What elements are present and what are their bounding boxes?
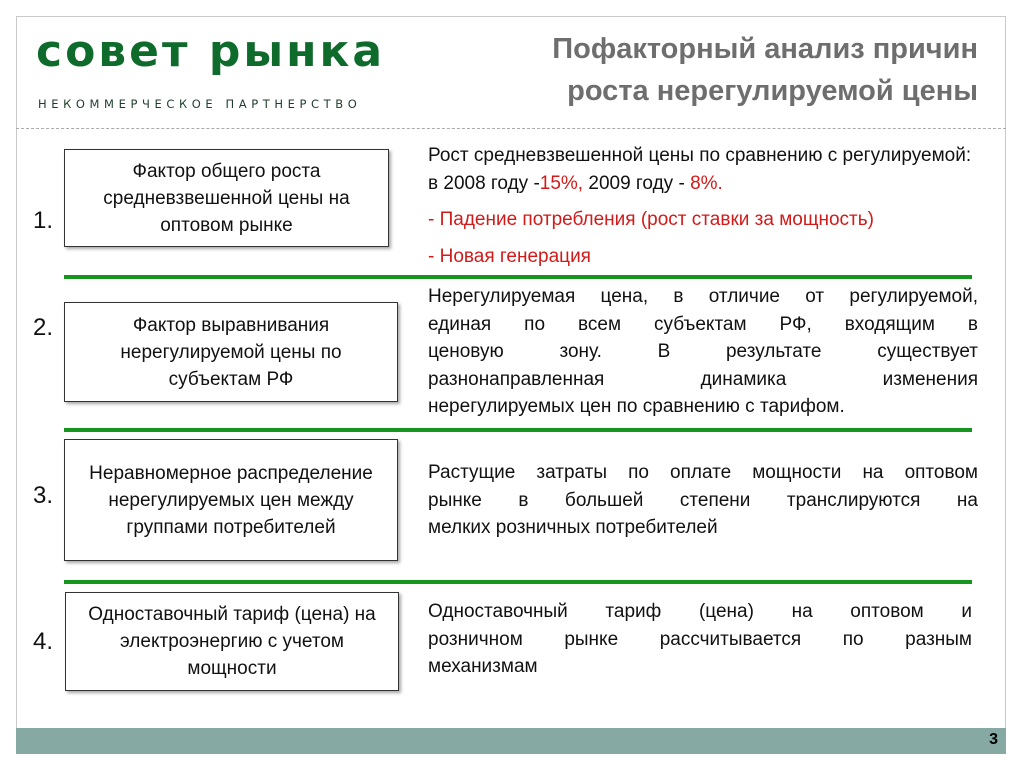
factor-box-4 (65, 592, 399, 691)
desc-2-line: ценовую зону. В результате существует (428, 341, 978, 362)
header-divider (16, 128, 1006, 129)
desc-4-line: розничном рынке рассчитывается по разным (428, 628, 972, 650)
slide-title (418, 28, 978, 112)
desc-3-line: мелких розничных потребителей (428, 517, 718, 538)
description-4 (428, 598, 972, 681)
factor-box-2 (64, 302, 398, 402)
desc-1-part1: Рост средневзвешенной цены по сравнению с регулируемой: в 2008 году - (428, 145, 972, 194)
row-number-1: 1. (33, 207, 54, 234)
desc-4-line: механизмам (428, 656, 538, 677)
factor-text-1: Фактор общего роста средневзвешенной цены на оптовом рынке (103, 160, 350, 236)
desc-3-line: Растущие затраты по оплате мощности на оптовом (428, 462, 978, 483)
desc-1-highlight-2008: 15%, (539, 172, 584, 194)
desc-1-bullet-consumption: - Падение потребления (рост ставки за мощность) (428, 209, 874, 230)
desc-1-highlight-2009: 8%. (690, 172, 723, 194)
description-3 (428, 459, 978, 542)
description-1 (428, 142, 978, 270)
factor-text-3: Неравномерное распределение нерегулируемых цен между группами потребителей (89, 462, 373, 538)
description-2 (428, 283, 978, 421)
description-1-text (428, 142, 978, 197)
slide-title-line2: роста нерегулируемой цены (567, 75, 978, 107)
row-number-3: 3. (33, 482, 54, 509)
logo-title: совет рынка (36, 26, 386, 77)
desc-4-line: Одноставочный тариф (цена) на оптовом и (428, 601, 972, 622)
factor-text-2: Фактор выравнивания нерегулируемой цены по субъектам РФ (120, 314, 342, 390)
slide-title-line1: Пофакторный анализ причин (552, 33, 978, 65)
desc-2-line: разнонаправленная динамика изменения (428, 368, 978, 390)
factor-box-1 (64, 149, 389, 247)
row-divider-3 (64, 580, 972, 584)
footer-bar (16, 728, 1006, 754)
desc-1-bullet-generation: - Новая генерация (428, 245, 591, 267)
desc-3-line: рынке в большей степени транслируются на (428, 489, 978, 511)
desc-2-line: нерегулируемых цен по сравнению с тарифом. (428, 396, 845, 417)
desc-1-part2: 2009 году - (583, 172, 691, 194)
row-number-4: 4. (33, 628, 54, 655)
factor-text-4: Одноставочный тариф (цена) на электроэнергию с учетом мощности (88, 604, 376, 679)
logo-subtitle: НЕКОММЕРЧЕСКОЕ ПАРТНЕРСТВО (38, 97, 362, 111)
row-number-2: 2. (33, 314, 54, 341)
desc-2-line: единая по всем субъектам РФ, входящим в (428, 313, 978, 335)
row-divider-2 (64, 428, 972, 432)
page-number: 3 (989, 731, 998, 748)
row-divider-1 (64, 275, 972, 279)
desc-2-line: Нерегулируемая цена, в отличие от регулируемой, (428, 286, 978, 307)
factor-box-3 (64, 439, 398, 561)
